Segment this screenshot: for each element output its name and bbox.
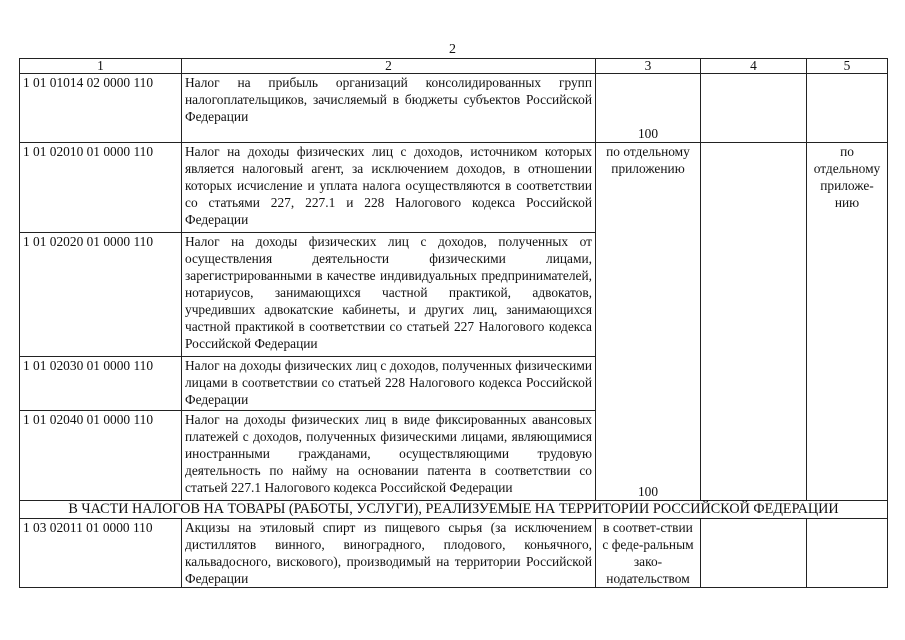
table-row	[20, 143, 888, 233]
column-header-3: 3	[596, 59, 701, 74]
column-4-cell	[701, 74, 807, 143]
column-5-cell	[807, 519, 888, 588]
column-5-cell	[807, 74, 888, 143]
description-cell: Налог на доходы физических лиц с доходов, полученных физическими лицами в соответствии со статьей 228 Налогового кодекса Российской Федерации	[182, 357, 596, 411]
section-heading: В ЧАСТИ НАЛОГОВ НА ТОВАРЫ (РАБОТЫ, УСЛУГИ), РЕАЛИЗУЕМЫЕ НА ТЕРРИТОРИИ РОССИЙСКОЙ ФЕДЕРАЦИИ	[20, 501, 888, 519]
column-4-merged-cell	[701, 143, 807, 501]
column-3-merged-cell	[596, 143, 701, 501]
column-5-merged-cell: по отдельному приложе-нию	[807, 143, 888, 501]
budget-code-cell: 1 03 02011 01 0000 110	[20, 519, 182, 588]
column-number-row	[20, 59, 888, 74]
column-header-1: 1	[20, 59, 182, 74]
budget-code-cell: 1 01 02020 01 0000 110	[20, 232, 182, 357]
section-heading-row	[20, 501, 888, 519]
description-cell: Акцизы на этиловый спирт из пищевого сырья (за исключением дистиллятов винного, виноградного, плодового, коньячного, кальвадосного, вискового), производимый на территории Российской Федерации	[182, 519, 596, 588]
column-3-cell: 100	[596, 74, 701, 143]
description-cell: Налог на доходы физических лиц в виде фиксированных авансовых платежей с доходов, полученных физическими лицами, являющимися иностранными гражданами, осуществляющими трудовую деятельность по найму на основании патента в соответствии со статьей 227.1 Налогового кодекса Российской Федерации	[182, 411, 596, 501]
column-header-2: 2	[182, 59, 596, 74]
description-cell: Налог на доходы физических лиц с доходов, полученных от осуществления деятельности физическими лицами, зарегистрированными в качестве индивидуальных предпринимателей, нотариусов, занимающихся частной практикой, адвокатов, учредивших адвокатские кабинеты, и других лиц, занимающихся частной практикой в соответствии со статьей 227 Налогового кодекса Российской Федерации	[182, 232, 596, 357]
column-3-cell: в соответ-ствии с феде-ральным зако-нодательством	[596, 519, 701, 588]
table-row	[20, 74, 888, 143]
revenue-codes-table	[19, 58, 888, 588]
page-number: 2	[449, 42, 456, 57]
column-4-cell	[701, 519, 807, 588]
column-3-bottom-text: 100	[637, 484, 659, 499]
budget-code-cell: 1 01 02010 01 0000 110	[20, 143, 182, 233]
column-3-text: по отдельному приложению	[606, 144, 690, 176]
budget-code-cell: 1 01 01014 02 0000 110	[20, 74, 182, 143]
budget-code-cell: 1 01 02040 01 0000 110	[20, 411, 182, 501]
column-header-5: 5	[807, 59, 888, 74]
budget-code-cell: 1 01 02030 01 0000 110	[20, 357, 182, 411]
table-row	[20, 519, 888, 588]
column-header-4: 4	[701, 59, 807, 74]
description-cell: Налог на прибыль организаций консолидированных групп налогоплательщиков, зачисляемый в бюджеты субъектов Российской Федерации	[182, 74, 596, 143]
description-cell: Налог на доходы физических лиц с доходов, источником которых является налоговый агент, за исключением доходов, в отношении которых исчисление и уплата налога осуществляются в соответствии со статьями 227, 227.1 и 228 Налогового кодекса Российской Федерации	[182, 143, 596, 233]
